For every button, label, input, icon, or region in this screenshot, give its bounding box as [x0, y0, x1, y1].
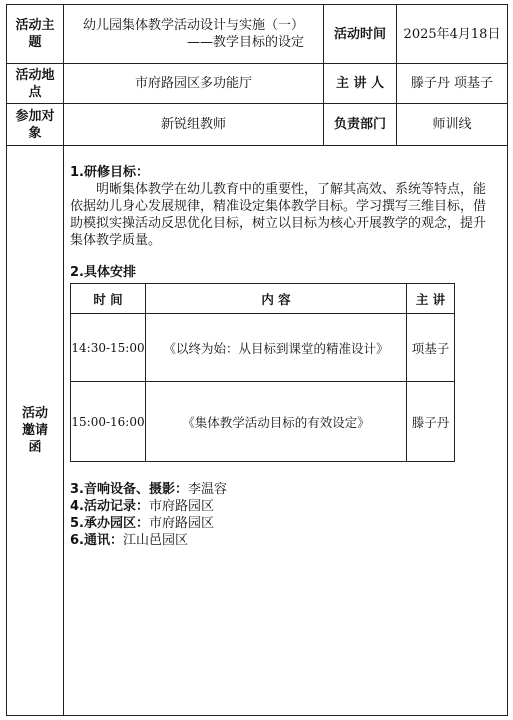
time-value: 2025年4月18日	[403, 26, 501, 42]
goal-section	[70, 164, 498, 249]
time-label: 活动时间	[333, 26, 386, 42]
item-5-label: 5.承办园区：	[70, 516, 149, 531]
row-divider	[6, 145, 508, 146]
item-4	[70, 498, 498, 515]
schedule-heading: 2.具体安排	[70, 265, 136, 280]
row-divider	[6, 103, 508, 104]
theme-line-1: 幼儿园集体教学活动设计与实施（一）	[82, 18, 304, 33]
theme-line-2: ——教学目标的设定	[186, 35, 304, 50]
speaker-label: 主 讲 人	[335, 76, 385, 91]
item-3	[70, 481, 498, 498]
audience-value: 新锐组教师	[160, 117, 226, 132]
dept-value: 师训线	[432, 117, 472, 132]
item-4-value: 市府路园区	[148, 499, 214, 514]
goal-text: 明晰集体教学在幼儿教育中的重要性，了解其高效、系统等特点，能依据幼儿身心发展规律，精准设定集体教学目标。学习撰写三维目标，借助模拟实操活动反思优化目标，树立以目标为核心开展教学的观念，提升集体教学质量。	[70, 182, 487, 248]
item-3-value: 李温容	[187, 482, 227, 497]
goal-heading: 1.研修目标：	[70, 165, 149, 180]
col-divider	[396, 4, 397, 145]
item-3-label: 3.音响设备、摄影：	[70, 482, 188, 497]
row-speaker: 滕子丹	[407, 382, 455, 462]
dept-label: 负责部门	[333, 117, 386, 132]
col-time-header: 时 间	[71, 284, 146, 314]
row-content: 《以终为始：从目标到课堂的精准设计》	[146, 314, 407, 382]
speaker-value: 滕子丹 项基子	[410, 76, 494, 91]
invitation-label: 活动邀请函	[21, 406, 48, 455]
item-5	[70, 515, 498, 532]
table-row	[71, 382, 455, 462]
row-content: 《集体教学活动目标的有效设定》	[146, 382, 407, 462]
col-divider	[323, 4, 324, 145]
theme-label: 活动主题	[15, 18, 55, 50]
item-6-value: 江山邑园区	[122, 533, 188, 548]
col-content-header: 内 容	[146, 284, 407, 314]
place-label: 活动地点	[15, 67, 55, 100]
table-row	[71, 314, 455, 382]
row-time: 14:30-15:00	[71, 314, 146, 382]
item-6	[70, 532, 498, 549]
item-4-label: 4.活动记录：	[70, 499, 149, 514]
col-speaker-header: 主 讲	[407, 284, 455, 314]
extra-items	[70, 481, 498, 549]
row-speaker: 项基子	[407, 314, 455, 382]
item-6-label: 6.通讯：	[70, 533, 123, 548]
schedule-header-row	[71, 284, 455, 314]
schedule-table	[70, 283, 455, 462]
col-divider	[63, 4, 64, 716]
audience-label: 参加对象	[15, 108, 55, 141]
theme-value	[65, 6, 322, 62]
item-5-value: 市府路园区	[148, 516, 214, 531]
place-value: 市府路园区多功能厅	[134, 76, 252, 91]
row-time: 15:00-16:00	[71, 382, 146, 462]
row-divider	[6, 63, 508, 64]
